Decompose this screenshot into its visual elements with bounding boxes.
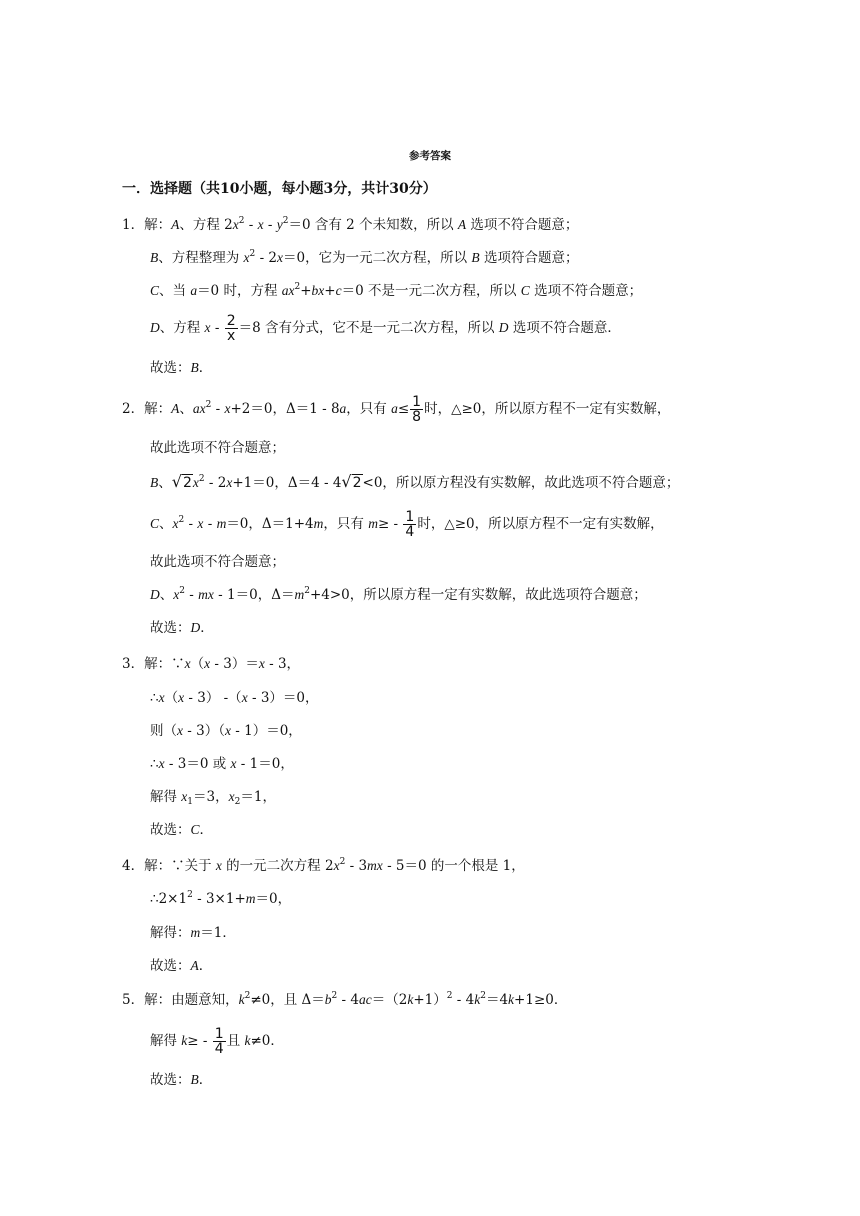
q2-line-b: B、$√2x^2 - 2x+1=0$，Δ＝4 - 4√2<0，所以原方程没有实数解，故此选项不符合题意； <box>150 472 680 491</box>
page-title: 参考答案 <box>409 150 451 162</box>
q1-line-d: D、方程 x - $\frac{2}{x}$ ＝8 含有分式，它不是一元二次方程，所以 D 选项不符合题意． <box>150 313 621 344</box>
q4-answer: 故选：A． <box>150 958 213 974</box>
q5-line-2: 解得 k≥ - $\frac{1}{4}$ 且 k≠0． <box>150 1026 284 1057</box>
q4-line-2: $\therefore 2\times 1^2 - 3\times 1+m=0$， <box>150 890 292 907</box>
q2-answer: 故选：D． <box>150 620 214 636</box>
q4-line-1: 4．解：∵关于 x 的一元二次方程 $2x^2 - 3mx - 5=0$ 的一个根是 1， <box>122 857 525 874</box>
q1-line-a: 1．解：A、方程 $2x^2 - x - y^2=0$ 含有 2 个未知数，所以 A 选项不符合题意； <box>122 216 579 233</box>
q2-line-c-cont: 故此选项不符合题意； <box>150 554 285 570</box>
q4-line-3: 解得：m＝1． <box>150 925 236 941</box>
q2-line-a-cont: 故此选项不符合题意； <box>150 440 285 456</box>
q1-line-b: B、方程整理为 $x^2 - 2x=0$，它为一元二次方程，所以 B 选项符合题意； <box>150 249 579 266</box>
q3-line-1: 3．解：∵x（x - 3）＝x - 3， <box>122 656 301 672</box>
fraction: $\frac{1}{4}$ <box>405 509 415 540</box>
q3-line-5: 解得 $x_1=3$，$x_2=1$， <box>150 789 276 807</box>
section-heading: 一．选择题（共10小题，每小题3分，共计30分） <box>122 181 437 197</box>
q1-answer: 故选：B． <box>150 360 213 376</box>
fraction: $\frac{2}{x}$ <box>226 313 236 344</box>
q5-line-1: 5．解：由题意知，$k^2\ne 0$，且 $\Delta=b^2 - 4ac=(2k+1)^2 - 4k^2=4k+1\ge 0$． <box>122 991 568 1008</box>
q1-line-c: C、当 a＝0 时，方程 $ax^2+bx+c=0$ 不是一元二次方程，所以 C 选项不符合题意； <box>150 282 643 299</box>
fraction: $\frac{1}{4}$ <box>214 1026 224 1057</box>
q3-line-2: ∴x（x - 3） -（x - 3）＝0， <box>150 690 319 706</box>
q3-line-3: 则（x - 3）（x - 1）＝0， <box>150 723 302 739</box>
q3-answer: 故选：C． <box>150 822 214 838</box>
q3-line-4: ∴x - 3＝0 或 x - 1＝0， <box>150 756 294 772</box>
q2-line-a: 2．解：A、$ax^2 - x+2=0$，Δ＝1 - 8a，只有 a≤ $\frac{1}{8}$ 时，△≥0，所以原方程不一定有实数解， <box>122 394 671 425</box>
q2-line-c: C、$x^2 - x - m=0$，Δ＝1+4m，只有 m≥ - $\frac{1}{4}$ 时，△≥0，所以原方程不一定有实数解， <box>150 509 664 540</box>
q5-answer: 故选：B． <box>150 1072 213 1088</box>
fraction: $\frac{1}{8}$ <box>412 394 422 425</box>
q2-line-d: D、$x^2$ - mx - 1＝0，$\Delta=m^2+4>0$，所以原方程一定有实数解，故此选项符合题意； <box>150 586 647 603</box>
